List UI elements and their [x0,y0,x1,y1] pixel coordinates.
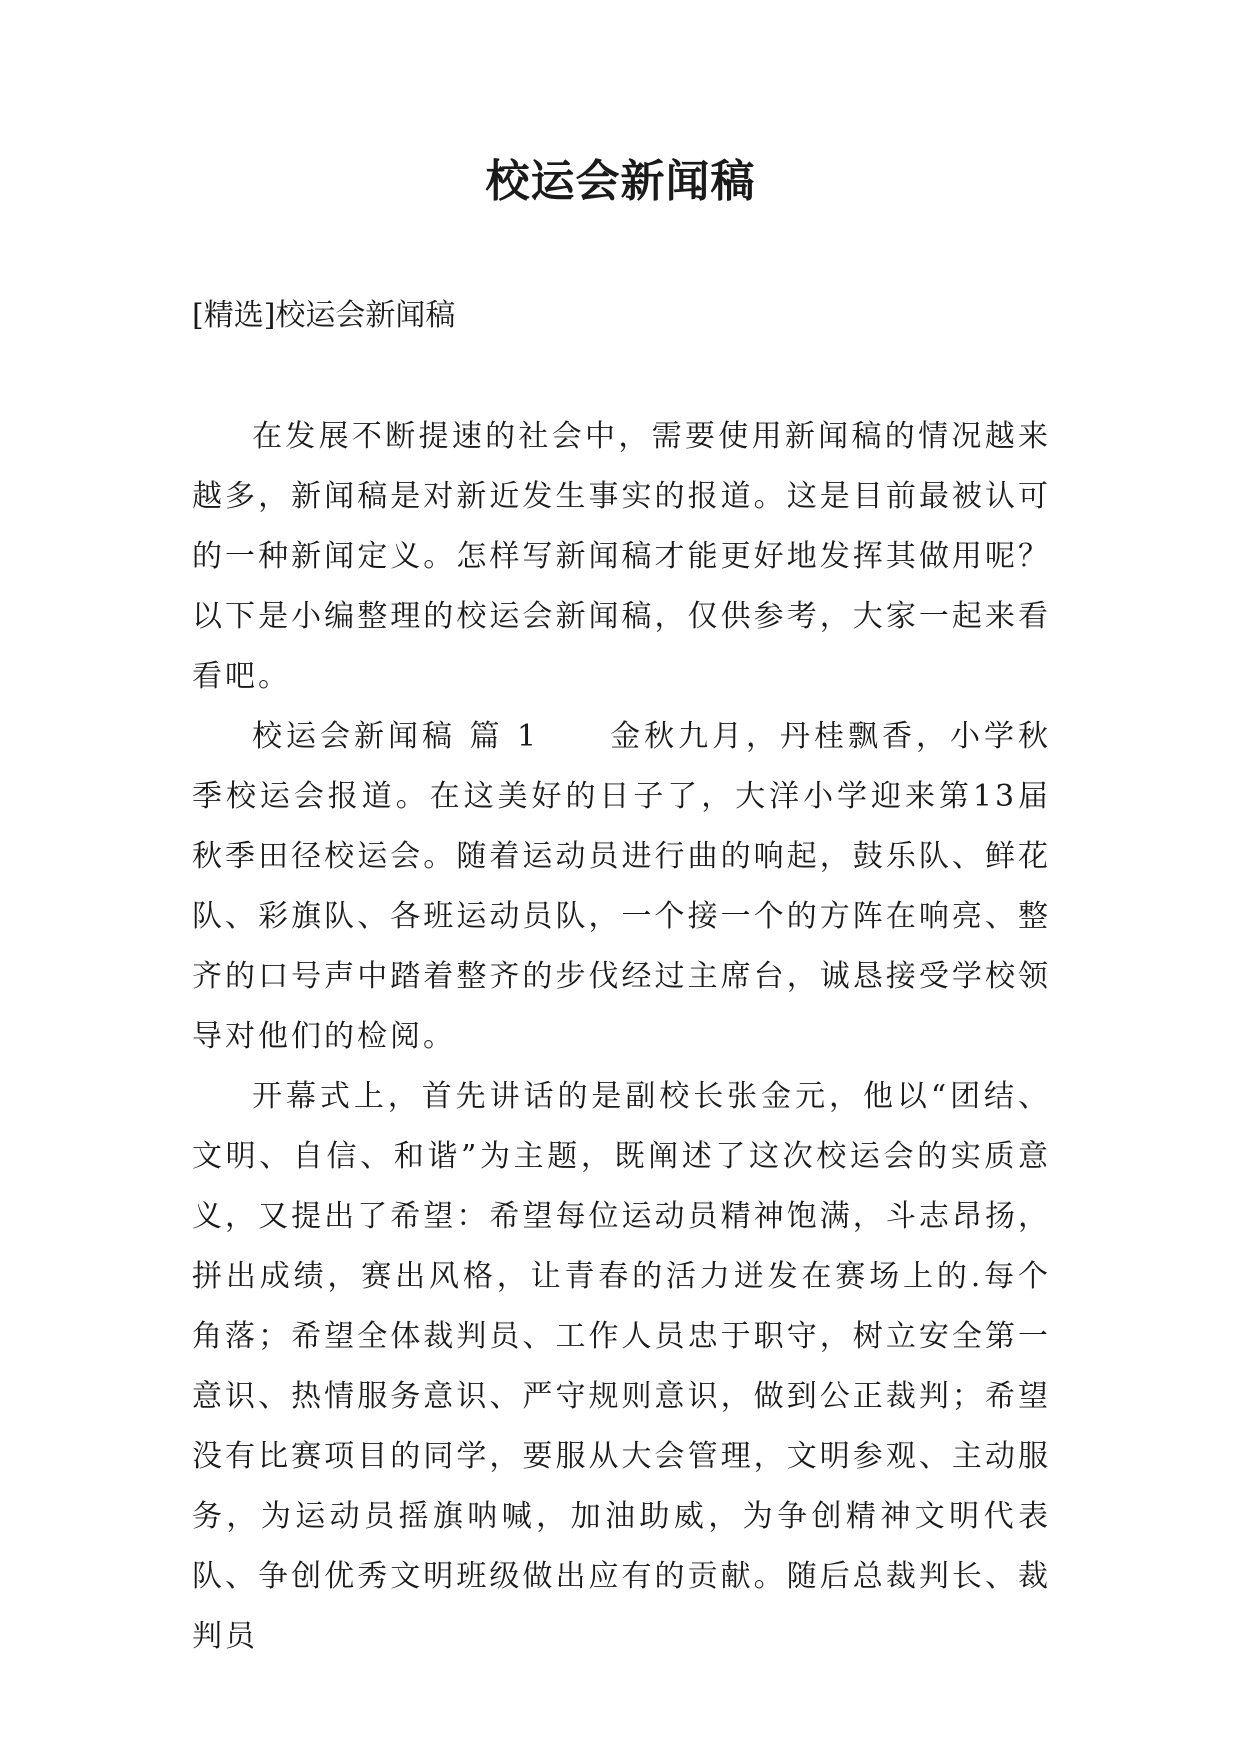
document-title: 校运会新闻稿 [485,156,756,207]
section-1-text: 金秋九月，丹桂飘香，小学秋季校运会报道。在这美好的日子了，大洋小学迎来第13届秋季田径校运会。随着运动员进行曲的响起，鼓乐队、鲜花队、彩旗队、各班运动员队，一个接一个的方阵在响亮、整齐的口号声中踏着整齐的步伐经过主席台，诚恳接受学校领导对他们的检阅。 [192,719,1051,1054]
intro-paragraph: 在发展不断提速的社会中，需要使用新闻稿的情况越来越多，新闻稿是对新近发生事实的报道。这是目前最被认可的一种新闻定义。怎样写新闻稿才能更好地发挥其做用呢？以下是小编整理的校运会新闻稿，仅供参考，大家一起来看看吧。 [192,419,1051,694]
document-subtitle: [精选]校运会新闻稿 [192,298,456,333]
document-body [192,407,1051,1667]
opening-ceremony-paragraph: 开幕式上，首先讲话的是副校长张金元，他以“团结、文明、自信、和谐”为主题，既阐述了这次校运会的实质意义，又提出了希望：希望每位运动员精神饱满，斗志昂扬，拼出成绩，赛出风格，让青春的活力迸发在赛场上的.每个角落；希望全体裁判员、工作人员忠于职守，树立安全第一意识、热情服务意识、严守规则意识，做到公正裁判；希望没有比赛项目的同学，要服从大会管理，文明参观、主动服务，为运动员摇旗呐喊，加油助威，为争创精神文明代表队、争创优秀文明班级做出应有的贡献。随后总裁判长、裁判员 [192,1079,1051,1654]
section-paragraph [192,707,1051,1067]
section-heading: 校运会新闻稿 篇 1 [252,719,540,754]
